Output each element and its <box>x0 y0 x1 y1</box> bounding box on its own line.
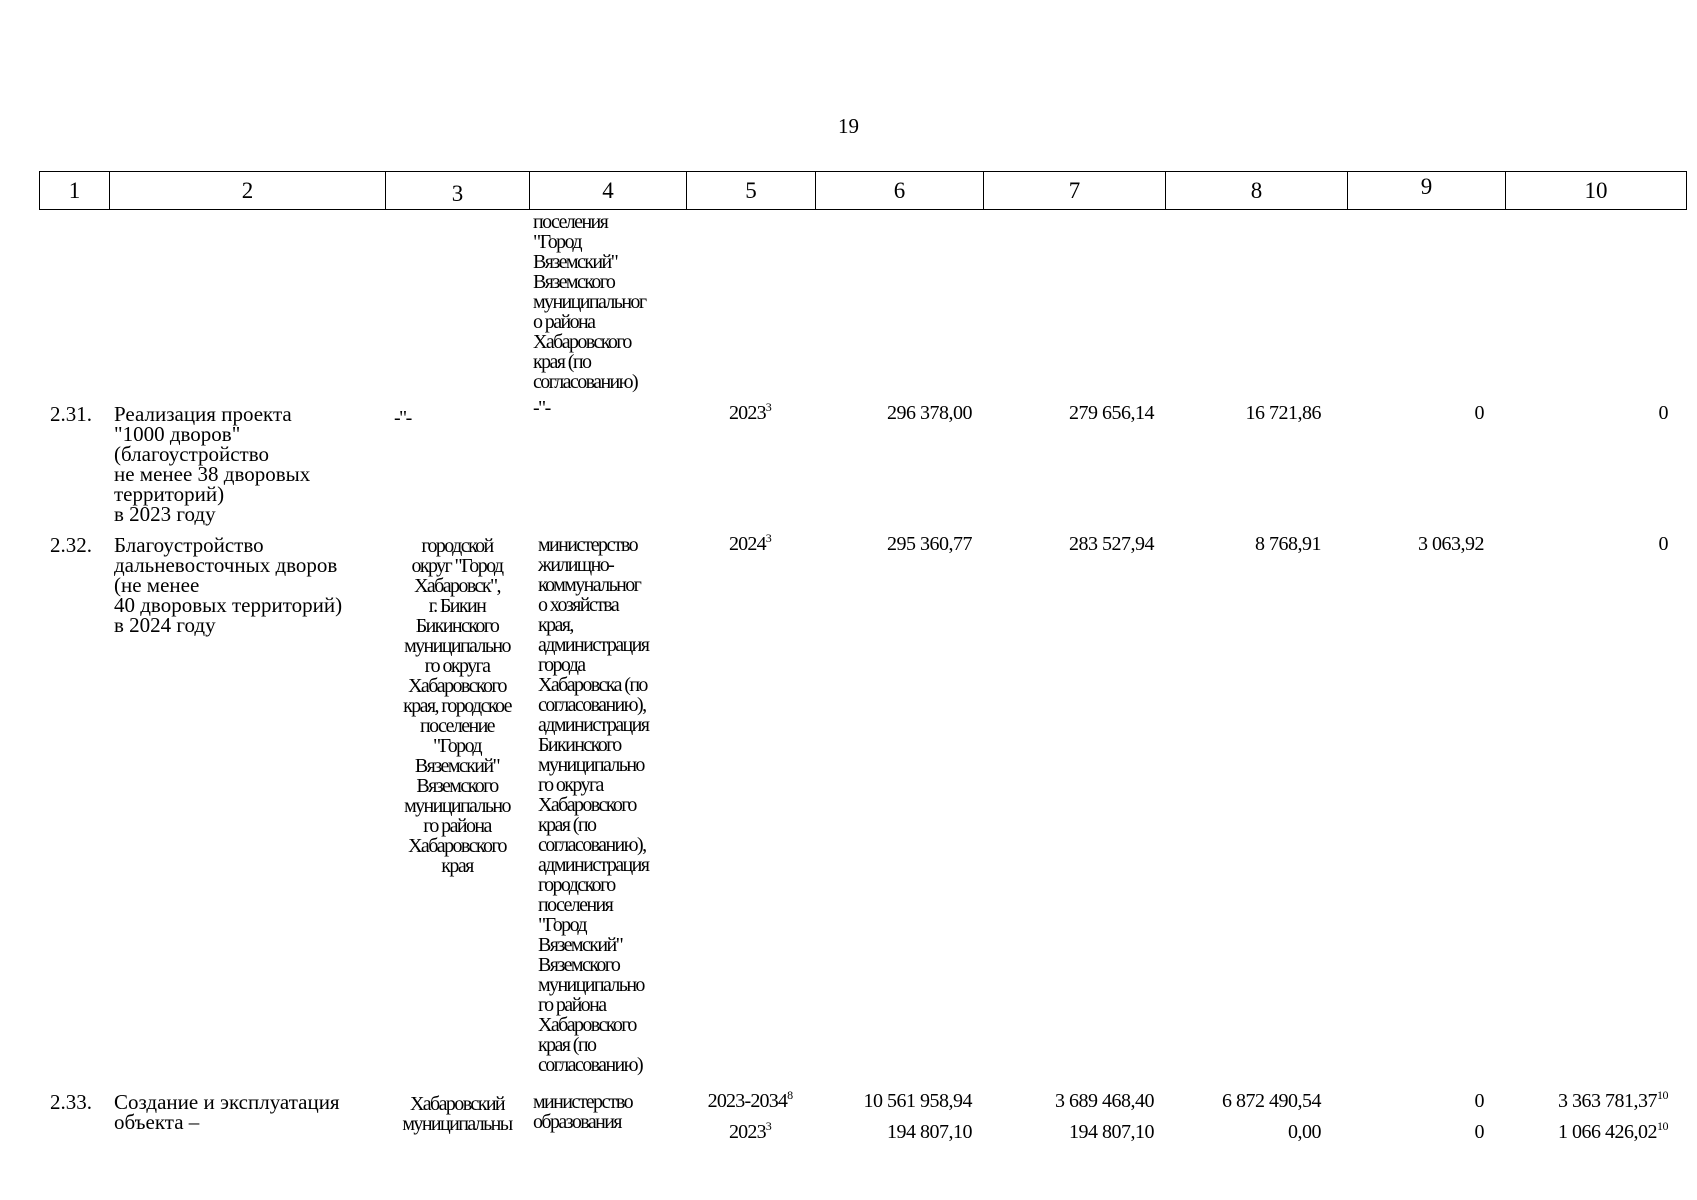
header-cell-1: 1 <box>39 171 110 210</box>
row-col4: министерство жилищно- коммунальног о хозяйства края, администрация города Хабаровска (по согласованию), администрация Бикинского муниципально го округа Хабаровского края (по согласованию), администрация городского поселения "Город Вяземский" Вяземского муниципально го района Хабаровского края (по согласованию) <box>538 534 649 1076</box>
table-header-row <box>39 171 1687 210</box>
row-number: 2.32. <box>50 533 92 557</box>
row-col8: 6 872 490,54 <box>1222 1090 1321 1112</box>
row-col4: -"- <box>533 397 550 419</box>
header-cell-8: 8 <box>1165 171 1348 210</box>
row-col4: министерство образования <box>533 1091 632 1133</box>
header-cell-2: 2 <box>109 171 386 210</box>
row-col6: 296 378,00 <box>887 402 972 424</box>
header-cell-9: 9 <box>1347 171 1506 210</box>
continuation-col4: поселения "Город Вяземский" Вяземского муниципальног о района Хабаровского края (по согласованию) <box>533 211 646 393</box>
row-col10: 0 <box>1658 402 1668 424</box>
row-col10: 1 066 426,02$^{10}$ <box>1558 1119 1668 1143</box>
row-col7: 194 807,10 <box>1069 1121 1154 1143</box>
row-col8: 8 768,91 <box>1255 533 1321 555</box>
row-col9: 0 <box>1474 402 1484 424</box>
header-cell-5: 5 <box>686 171 816 210</box>
row-name: Реализация проекта "1000 дворов" (благоустройство не менее 38 дворовых территорий) в 2023 году <box>114 402 311 526</box>
header-cell-6: 6 <box>815 171 984 210</box>
row-col7: 3 689 468,40 <box>1055 1090 1154 1112</box>
row-year: 2023-2034$^8$ <box>707 1088 793 1112</box>
row-col10: 3 363 781,37$^{10}$ <box>1558 1088 1668 1112</box>
header-cell-3: 3 <box>385 171 530 210</box>
row-year: 2023$^3$ <box>728 1119 771 1143</box>
page-number: 19 <box>838 114 859 138</box>
header-cell-7: 7 <box>983 171 1166 210</box>
row-number: 2.33. <box>50 1090 92 1114</box>
row-col3: -"- <box>394 407 411 429</box>
row-col6: 295 360,77 <box>887 533 972 555</box>
row-year: 2024$^3$ <box>728 531 771 555</box>
row-col3: городской округ "Город Хабаровск", г. Бикин Бикинского муниципально го округа Хабаровского края, городское поселение "Город Вяземский" Вяземского муниципально го района Хабаровского края <box>403 535 511 877</box>
row-col3: Хабаровский муниципальны <box>402 1093 512 1135</box>
row-col8: 0,00 <box>1288 1121 1321 1143</box>
row-number: 2.31. <box>50 402 92 426</box>
row-col7: 283 527,94 <box>1069 533 1154 555</box>
row-col8: 16 721,86 <box>1245 402 1321 424</box>
row-col9: 0 <box>1474 1090 1484 1112</box>
row-col6: 10 561 958,94 <box>863 1090 972 1112</box>
row-name: Создание и эксплуатация объекта – <box>114 1090 340 1134</box>
row-name: Благоустройство дальневосточных дворов (не менее 40 дворовых территорий) в 2024 году <box>114 533 343 637</box>
row-col9: 3 063,92 <box>1418 533 1484 555</box>
row-year: 2023$^3$ <box>728 400 771 424</box>
row-col10: 0 <box>1658 533 1668 555</box>
row-col9: 0 <box>1474 1121 1484 1143</box>
row-col6: 194 807,10 <box>887 1121 972 1143</box>
row-col7: 279 656,14 <box>1069 402 1154 424</box>
header-cell-4: 4 <box>529 171 687 210</box>
header-cell-10: 10 <box>1505 171 1687 210</box>
